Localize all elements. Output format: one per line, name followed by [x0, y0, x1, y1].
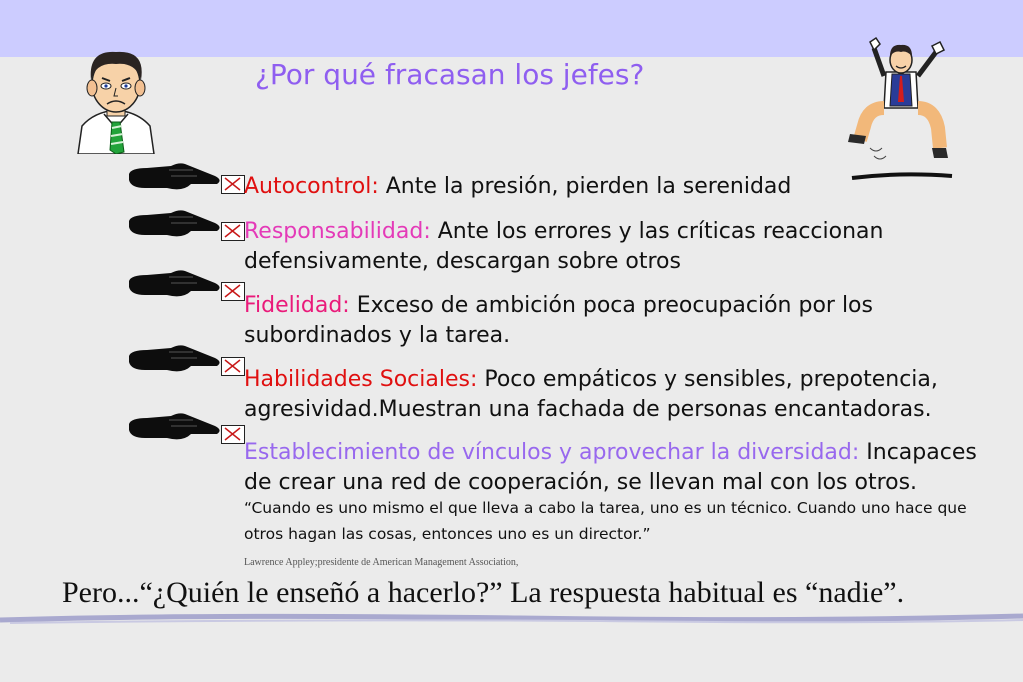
item-label: Habilidades Sociales:: [244, 367, 478, 392]
quote-attribution: Lawrence Appley;presidente de American Management Association,: [244, 557, 519, 568]
pointing-hand-icon: [127, 205, 225, 241]
pointing-hand-icon: [127, 340, 225, 376]
item-label: Responsabilidad:: [244, 219, 431, 244]
pointing-hand-icon: [127, 408, 225, 444]
item-label: Autocontrol:: [244, 174, 379, 199]
item-label: Fidelidad:: [244, 293, 350, 318]
closing-question: Pero...“¿Quién le enseñó a hacerlo?” La respuesta habitual es “nadie”.: [62, 576, 905, 609]
checkbox-x-icon: [221, 222, 245, 241]
checkbox-x-icon: [221, 175, 245, 194]
item-fidelidad: [244, 291, 1004, 351]
item-habilidades-sociales: [244, 365, 1004, 425]
slide-title: ¿Por qué fracasan los jefes?: [255, 58, 645, 91]
item-vinculos: [244, 438, 1004, 498]
item-label: Establecimiento de vínculos y aprovechar la diversidad:: [244, 440, 860, 465]
checkbox-x-icon: [221, 282, 245, 301]
checkbox-x-icon: [221, 357, 245, 376]
item-description: Incapaces de crear una red de cooperación, se llevan mal con los otros.: [244, 440, 977, 495]
pointing-hand-icon: [127, 158, 225, 194]
pointing-hand-icon: [127, 265, 225, 301]
item-description: Poco empáticos y sensibles, prepotencia, agresividad.Muestran una fachada de personas encantadoras.: [244, 367, 938, 422]
item-responsabilidad: [244, 217, 1004, 277]
item-description: Ante los errores y las críticas reaccionan defensivamente, descargan sobre otros: [244, 219, 884, 274]
checkbox-x-icon: [221, 425, 245, 444]
item-autocontrol: [244, 172, 1004, 202]
worried-man-icon: [74, 44, 158, 154]
item-description: Exceso de ambición poca preocupación por los subordinados y la tarea.: [244, 293, 873, 348]
decorative-stroke: [0, 608, 1023, 628]
quote: “Cuando es uno mismo el que lleva a cabo la tarea, uno es un técnico. Cuando uno hace que otros hagan las cosas, entonces uno es un director.”: [244, 499, 967, 543]
jumping-man-icon: [840, 36, 972, 184]
item-description: Ante la presión, pierden la serenidad: [378, 174, 792, 199]
